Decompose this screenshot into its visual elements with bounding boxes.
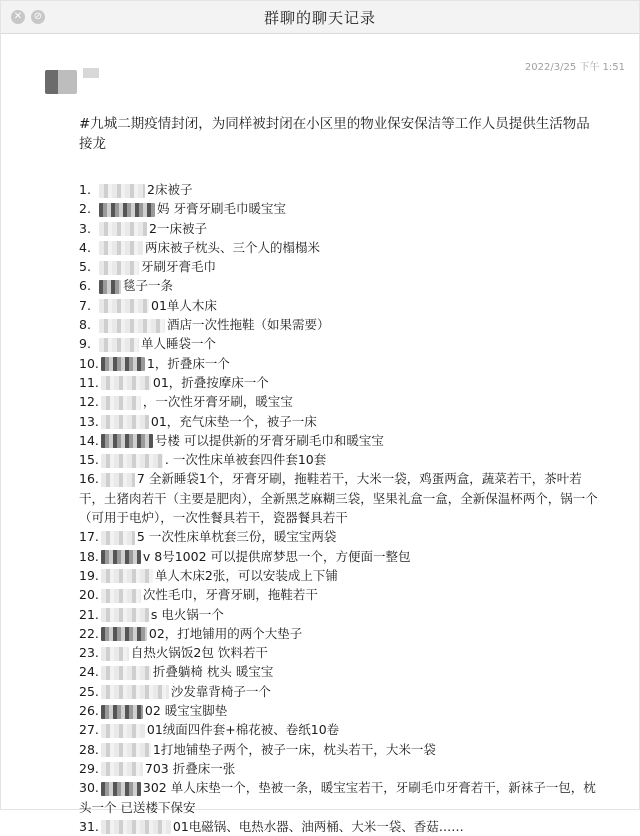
list-item-number: 10.	[79, 355, 99, 371]
list-item	[79, 817, 599, 836]
list-item-number: 27.	[79, 722, 99, 738]
redacted-name	[101, 685, 169, 699]
list-item	[79, 257, 599, 276]
list-item-number: 31.	[79, 818, 99, 834]
list-item-number: 30.	[79, 780, 99, 796]
title-bar	[1, 1, 639, 34]
window-title: 群聊的聊天记录	[263, 8, 376, 27]
redacted-name	[99, 222, 147, 236]
list-item	[79, 662, 599, 681]
list-item	[79, 605, 599, 624]
list-item	[79, 720, 599, 739]
redacted-name	[101, 724, 145, 738]
list-item-number: 16.	[79, 471, 99, 487]
message-body	[79, 114, 599, 836]
list-item-text: 单人木床2张，可以安装成上下铺	[154, 567, 338, 583]
list-item	[79, 392, 599, 411]
redacted-name	[99, 203, 155, 217]
list-item-number: 25.	[79, 683, 99, 699]
list-item-number: 9.	[79, 336, 91, 352]
list-item-text: v 8号1002 可以提供席梦思一个，方便面一整包	[142, 548, 411, 564]
list-item-text: 2床被子	[147, 182, 193, 197]
list-item-number: 19.	[79, 567, 99, 583]
list-item	[79, 701, 599, 720]
message-headline: #九城二期疫情封闭，为同样被封闭在小区里的物业保安保洁等工作人员提供生活物品接龙	[79, 116, 590, 152]
list-item-text: 703 折叠床一张	[144, 760, 236, 776]
redacted-name	[101, 434, 153, 448]
redacted-name	[101, 705, 143, 719]
list-item-text: 1打地铺垫子两个，被子一床，枕头若干，大米一袋	[152, 741, 436, 757]
list-item-number: 5.	[79, 259, 91, 275]
redacted-name	[101, 550, 141, 564]
list-item-text: 毯子一条	[123, 278, 174, 294]
redacted-name	[101, 627, 147, 641]
list-item-text: ，一次性牙膏牙刷，暖宝宝	[142, 394, 293, 410]
list-item	[79, 296, 599, 315]
redacted-name	[101, 666, 151, 680]
list-item-text: 7 全新睡袋1个，牙膏牙刷，拖鞋若干，大米一袋，鸡蛋两盒，蔬菜若干，茶叶若干，土猪肉若干（主要是肥肉），全新黑芝麻糊三袋，坚果礼盒一盒，全新保温杯两个，锅一个（可用于电炉），一次性餐具若干，瓷器餐具若干	[79, 471, 598, 526]
list-item-text: 酒店一次性拖鞋（如果需要）	[167, 317, 330, 333]
list-item-text: 02，打地铺用的两个大垫子	[148, 625, 303, 641]
list-item-text: 01，充气床垫一个，被子一床	[150, 413, 317, 429]
redacted-name	[101, 782, 141, 796]
list-item-text: 1，折叠床一个	[146, 355, 230, 371]
message-timestamp: 2022/3/25 下午 1:51	[524, 62, 625, 73]
list-item-text: 02 暖宝宝脚垫	[144, 703, 228, 719]
list-item	[79, 566, 599, 585]
list-item-text: 次性毛巾，牙膏牙刷，拖鞋若干	[142, 587, 318, 603]
list-item-number: 23.	[79, 645, 99, 661]
list-item	[79, 527, 599, 546]
list-item-text: 两床被子枕头、三个人的榻榻米	[145, 239, 321, 255]
list-item	[79, 276, 599, 295]
redacted-name	[101, 376, 151, 390]
list-item	[79, 199, 599, 218]
list-item-text: 单人睡袋一个	[141, 336, 217, 352]
list-item-number: 24.	[79, 664, 99, 680]
list-item-text: 妈 牙膏牙刷毛巾暖宝宝	[157, 201, 286, 217]
list-item	[79, 450, 599, 469]
list-item	[79, 373, 599, 392]
signup-list	[79, 180, 599, 836]
list-item	[79, 643, 599, 662]
list-item-number: 14.	[79, 432, 99, 448]
list-item	[79, 431, 599, 450]
redacted-name	[101, 569, 153, 583]
list-item-number: 17.	[79, 529, 99, 545]
list-item-number: 11.	[79, 374, 99, 390]
list-item-text: 号楼 可以提供新的牙膏牙刷毛巾和暖宝宝	[154, 432, 384, 448]
minimize-icon[interactable]: ⊘	[31, 10, 45, 24]
redacted-name	[99, 261, 139, 275]
redacted-name	[101, 608, 149, 622]
list-item-number: 20.	[79, 587, 99, 603]
list-item-text: 01单人木床	[151, 297, 217, 313]
redacted-name	[101, 762, 143, 776]
list-item-text: 01绒面四件套+棉花被、卷纸10卷	[146, 722, 340, 738]
list-item-number: 22.	[79, 625, 99, 641]
list-item	[79, 354, 599, 373]
list-item-text: . 一次性床单被套四件套10套	[164, 452, 327, 468]
list-item	[79, 759, 599, 778]
list-item	[79, 469, 599, 527]
list-item-number: 26.	[79, 703, 99, 719]
sender-name-redacted	[83, 68, 99, 78]
redacted-name	[99, 241, 143, 255]
list-item-text: 自热火锅饭2包 饮料若干	[130, 645, 268, 661]
list-item-number: 21.	[79, 606, 99, 622]
list-item-number: 12.	[79, 394, 99, 410]
redacted-name	[101, 820, 171, 834]
list-item	[79, 740, 599, 759]
list-item-number: 3.	[79, 220, 91, 236]
list-item	[79, 682, 599, 701]
list-item	[79, 778, 599, 817]
list-item-text: 5 一次性床单枕套三份，暖宝宝两袋	[136, 529, 337, 545]
list-item	[79, 315, 599, 334]
list-item-text: 01，折叠按摩床一个	[152, 374, 269, 390]
redacted-name	[101, 357, 145, 371]
redacted-name	[101, 454, 163, 468]
list-item	[79, 412, 599, 431]
list-item	[79, 547, 599, 566]
list-item-number: 8.	[79, 317, 91, 333]
redacted-name	[99, 319, 165, 333]
redacted-name	[99, 184, 145, 198]
list-item-text: 沙发靠背椅子一个	[170, 683, 271, 699]
list-item-number: 18.	[79, 548, 99, 564]
list-item-text: s 电火锅一个	[150, 606, 224, 622]
list-item	[79, 219, 599, 238]
redacted-name	[99, 280, 121, 294]
list-item	[79, 624, 599, 643]
list-item-text: 牙刷牙膏毛巾	[141, 259, 217, 275]
redacted-name	[101, 415, 149, 429]
redacted-name	[99, 299, 149, 313]
list-item	[79, 334, 599, 353]
redacted-name	[101, 743, 151, 757]
avatar[interactable]	[45, 70, 77, 94]
redacted-name	[101, 647, 129, 661]
list-item-number: 15.	[79, 452, 99, 468]
list-item-text: 302 单人床垫一个，垫被一条，暖宝宝若干，牙刷毛巾牙膏若干，新袜子一包，枕头一个 已送楼下保安	[79, 780, 596, 815]
redacted-name	[101, 531, 135, 545]
list-item-text: 01电磁锅、电热水器、油两桶、大米一袋、香菇……	[172, 818, 464, 834]
list-item-number: 6.	[79, 278, 91, 294]
redacted-name	[101, 396, 141, 410]
list-item-text: 折叠躺椅 枕头 暖宝宝	[152, 664, 274, 680]
redacted-name	[99, 338, 139, 352]
list-item	[79, 238, 599, 257]
list-item-number: 7.	[79, 297, 91, 313]
redacted-name	[101, 473, 135, 487]
list-item	[79, 180, 599, 199]
list-item-text: 2一床被子	[149, 220, 207, 236]
list-item-number: 28.	[79, 741, 99, 757]
redacted-name	[101, 589, 141, 603]
close-icon[interactable]: ✕	[11, 10, 25, 24]
window-controls	[11, 10, 45, 24]
list-item-number: 1.	[79, 182, 91, 197]
list-item-number: 4.	[79, 239, 91, 255]
list-item-number: 29.	[79, 760, 99, 776]
list-item	[79, 585, 599, 604]
list-item-number: 2.	[79, 201, 91, 217]
list-item-number: 13.	[79, 413, 99, 429]
